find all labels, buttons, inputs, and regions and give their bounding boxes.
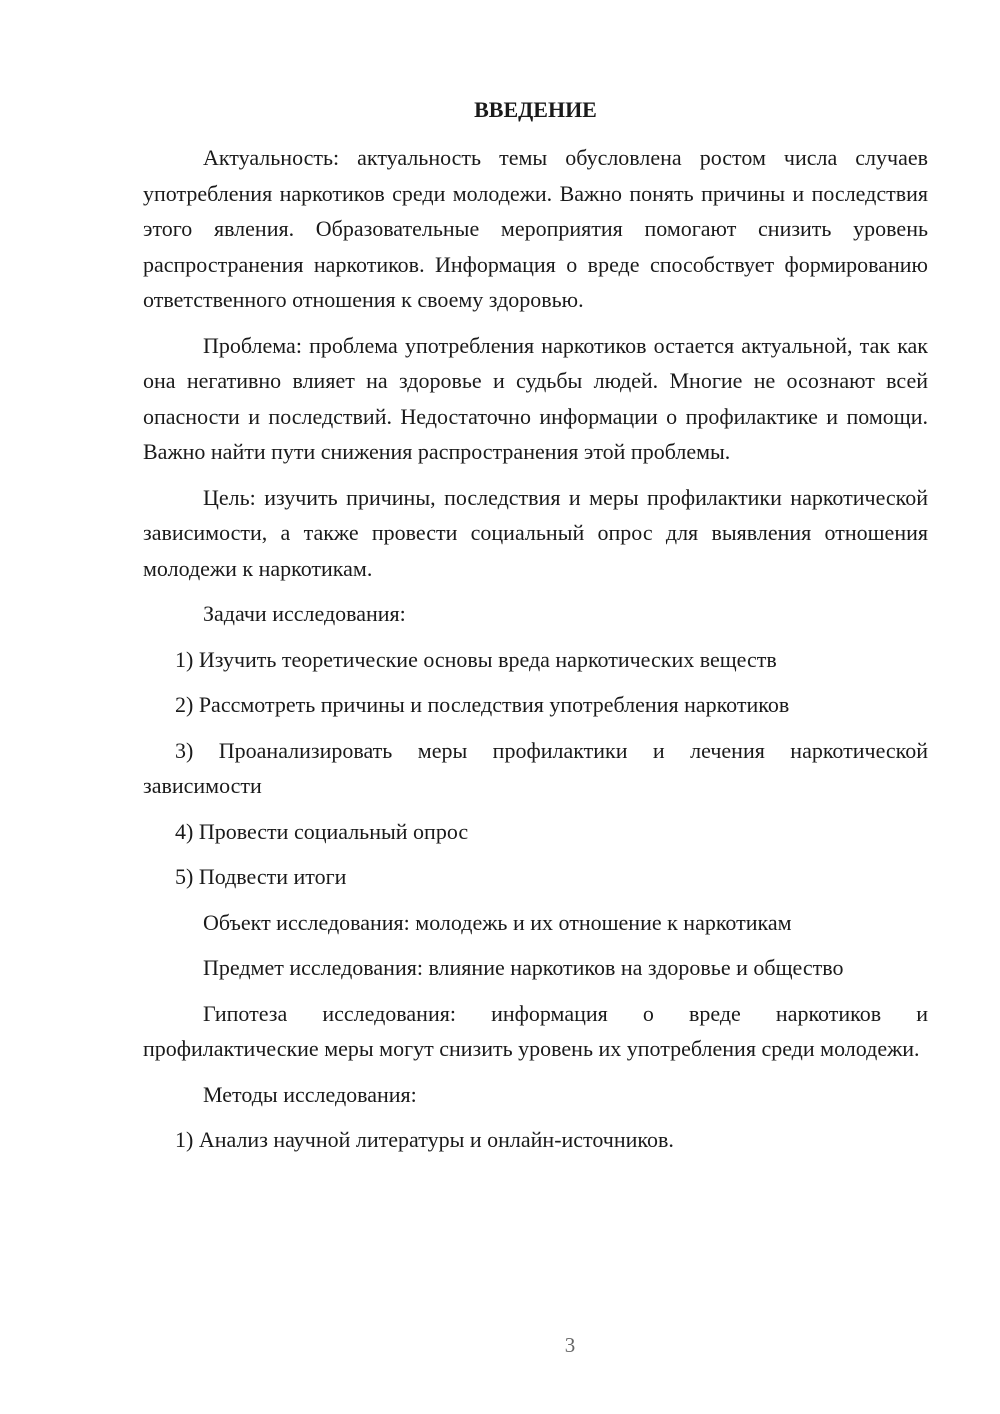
section-title: ВВЕДЕНИЕ [474,97,597,122]
problem-paragraph: Проблема: проблема употребления наркотиков остается актуальной, так как она негативно влияет на здоровье и судьбы людей. Многие не осознают всей опасности и последствий. Недостаточно информации о профилактике и помощи. Важно найти пути снижения распространения этой проблемы. [143,332,928,464]
task-item-2: 2) Рассмотреть причины и последствия употребления наркотиков [175,692,790,717]
document-page [143,92,928,1168]
task-item-1: 1) Изучить теоретические основы вреда наркотических веществ [175,646,777,672]
task-item-3: 3) Проанализировать меры профилактики и лечения наркотической зависимости [143,737,928,798]
hypothesis-paragraph: Гипотеза исследования: информация о вреде наркотиков и профилактические меры могут снизить уровень их употребления среди молодежи. [143,1000,928,1061]
methods-heading: Методы исследования: [203,1081,417,1107]
subject-paragraph: Предмет исследования: влияние наркотиков на здоровье и общество [203,955,844,980]
relevance-paragraph: Актуальность: актуальность темы обусловлена ростом числа случаев употребления наркотиков среди молодежи. Важно понять причины и последствия этого явления. Образовательные мероприятия помогают снизить уровень распространения наркотиков. Информация о вреде способствует формированию ответственного отношения к своему здоровью. [143,145,928,312]
page-number: 3 [564,1333,576,1357]
goal-paragraph: Цель: изучить причины, последствия и меры профилактики наркотической зависимости, а также провести социальный опрос для выявления отношения молодежи к наркотикам. [143,484,928,581]
tasks-heading: Задачи исследования: [203,601,406,626]
method-item-1: 1) Анализ научной литературы и онлайн-источников. [175,1127,674,1152]
object-paragraph: Объект исследования: молодежь и их отношение к наркотикам [203,909,792,935]
task-item-5: 5) Подвести итоги [175,864,347,889]
task-item-4: 4) Провести социальный опрос [175,818,469,844]
